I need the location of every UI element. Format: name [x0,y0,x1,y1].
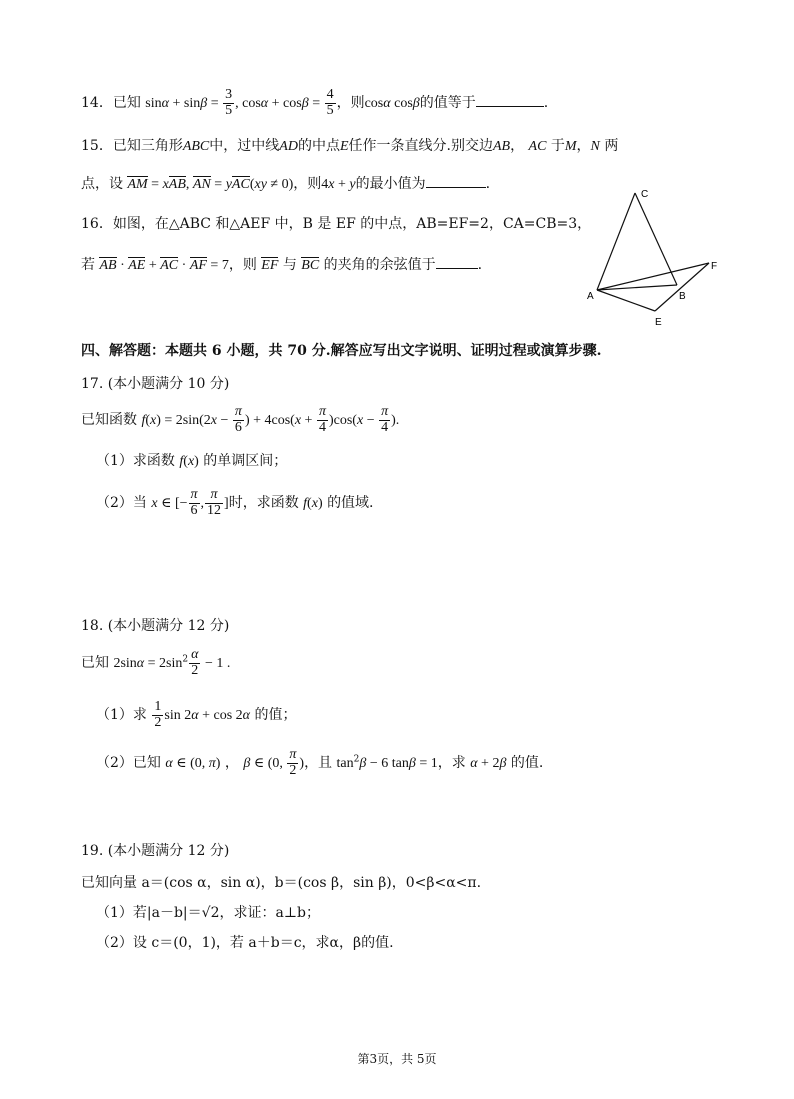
question-17-header: 17. (本小题满分 10 分) [81,376,230,392]
question-19-intro: 已知向量 a＝(cos α，sin α)，b＝(cos β，sin β)，0<β<α<π. [81,875,482,891]
label-b: B [679,291,686,302]
question-18-part2: （2）已知 α ∈ (0, π) ， β ∈ (0, $\frac{\pi}{2}$ )，且 $\tan^2\beta - 6$ tanβ = 1，求 α + 2β 的值. [96,747,544,778]
segment-ef [655,263,709,311]
question-16-line2: 若 AB · AE + AC · AF = 7，则 EF 与 BC 的夹角的余弦值于 . [81,254,482,274]
answer-blank[interactable] [476,92,544,107]
question-19-header: 19. (本小题满分 12 分) [81,843,230,859]
question-19-part1: （1）若|a－b|＝√2，求证：a⊥b； [96,905,320,921]
question-18-header: 18. (本小题满分 12 分) [81,618,230,634]
page-footer: 第3页，共 5页 [357,1052,437,1066]
question-17-intro: 已知函数 f(x) = 2sin(2x − $\frac{\pi}{6}$ ) + 4cos(x + $\frac{\pi}{4}$ )cos(x − $\frac{\pi}{4}$ ). [81,404,400,435]
question-15-line1: 15．已知三角形ABC中，过中线AD的中点E任作一条直线分.别交边AB， AC 于M，N 两 [81,138,619,154]
label-e: E [655,317,662,328]
fraction: $\frac{4}{5}$ [326,87,334,118]
question-18-part1: （1）求 $\frac{1}{2}$ sin 2α + cos 2α 的值； [96,699,297,730]
label-c: C [641,189,649,200]
segment-ca [597,193,635,290]
question-14: 14．已知 sinα + sinβ = $\frac{3}{5}$ , cosα + cosβ = $\frac{4}{5}$ ，则cosα cosβ的值等于 . [81,87,549,118]
segment-cb [635,193,677,285]
answer-blank[interactable] [436,254,478,269]
question-number: 14． [81,95,113,112]
question-17-part2: （2）当 x ∈ [− $\frac{\pi}{6}$ , $\frac{\pi}{12}$ ]时，求函数 f(x) 的值域. [96,487,374,518]
triangle-figure [585,185,725,335]
label-a: A [587,291,594,302]
answer-blank[interactable] [426,173,486,188]
question-18-intro: 已知 $2\sin\alpha = 2\sin^2$ $\frac{\alpha}{2}$ − 1 . [81,647,231,678]
question-19-part2: （2）设 c＝(0，1)，若 a＋b＝c，求α，β的值. [96,935,394,951]
question-number: 16． [81,216,113,232]
label-f: F [711,261,718,272]
question-15-line2: 点，设 AM = xAB, AN = yAC(xy ≠ 0)，则4x + y的最小值为 . [81,173,490,193]
question-number: 15． [81,138,113,154]
question-16-line1: 16．如图，在△ABC 和△AEF 中，B 是 EF 的中点，AB=EF=2，CA=CB=3， [81,216,592,232]
section-heading: 四、解答题：本题共 6 小题，共 70 分.解答应写出文字说明、证明过程或演算步骤. [81,343,602,359]
segment-ae [597,290,655,311]
fraction: $\frac{3}{5}$ [225,87,233,118]
question-17-part1: （1）求函数 f(x) 的单调区间； [96,453,288,469]
